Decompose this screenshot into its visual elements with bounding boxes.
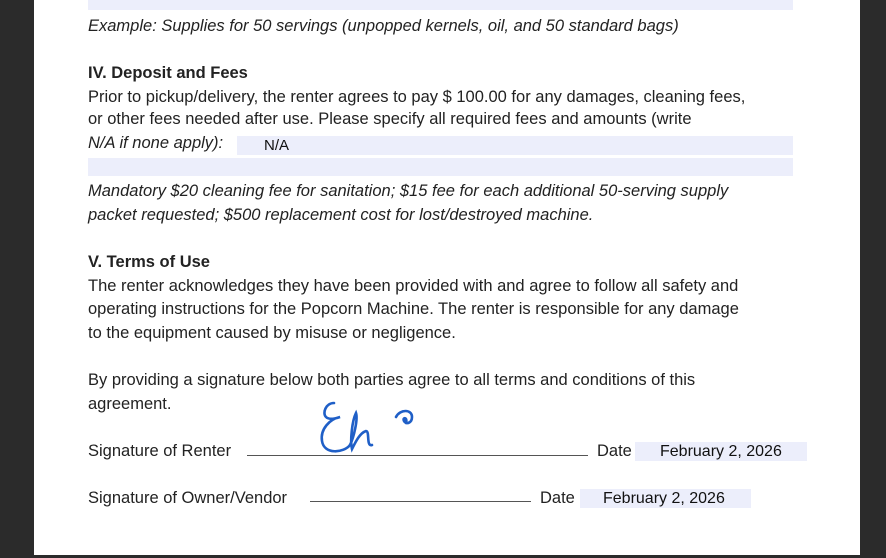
fees-input-field[interactable]: [237, 136, 793, 155]
section-4-heading: IV. Deposit and Fees: [88, 64, 248, 82]
section-5-line-2: operating instructions for the Popcorn Machine. The renter is responsible for any damage: [88, 300, 739, 318]
owner-date-label: Date: [540, 489, 575, 507]
section-4-line-3-label: N/A if none apply):: [88, 134, 224, 152]
section-4-line-1: Prior to pickup/delivery, the renter agrees to pay $ 100.00 for any damages, cleaning fees,: [88, 88, 746, 106]
previous-field-strip[interactable]: [88, 0, 793, 10]
document-page: [34, 0, 860, 555]
renter-date-value: February 2, 2026: [660, 443, 782, 460]
section-4-line-2: or other fees needed after use. Please specify all required fees and amounts (write: [88, 110, 692, 128]
owner-signature-label: Signature of Owner/Vendor: [88, 489, 288, 507]
renter-date-label: Date: [597, 442, 632, 460]
renter-signature-image: [314, 397, 424, 459]
section-5-line-3: to the equipment caused by misuse or negligence.: [88, 324, 456, 342]
section-5-heading: V. Terms of Use: [88, 253, 210, 271]
fees-note-line-1: Mandatory $20 cleaning fee for sanitation; $15 fee for each additional 50-serving supply: [88, 182, 729, 200]
owner-date-value: February 2, 2026: [603, 490, 725, 507]
agreement-line-1: By providing a signature below both parties agree to all terms and conditions of this: [88, 371, 696, 389]
example-line: Example: Supplies for 50 servings (unpopped kernels, oil, and 50 standard bags): [88, 17, 679, 35]
fees-input-field-2[interactable]: [88, 158, 793, 176]
agreement-line-2: agreement.: [88, 395, 172, 413]
section-5-line-1: The renter acknowledges they have been provided with and agree to follow all safety and: [88, 277, 739, 295]
renter-signature-label: Signature of Renter: [88, 442, 232, 460]
owner-signature-line[interactable]: [310, 501, 531, 502]
fees-note-line-2: packet requested; $500 replacement cost for lost/destroyed machine.: [88, 206, 594, 224]
fees-input-value: N/A: [264, 137, 290, 154]
